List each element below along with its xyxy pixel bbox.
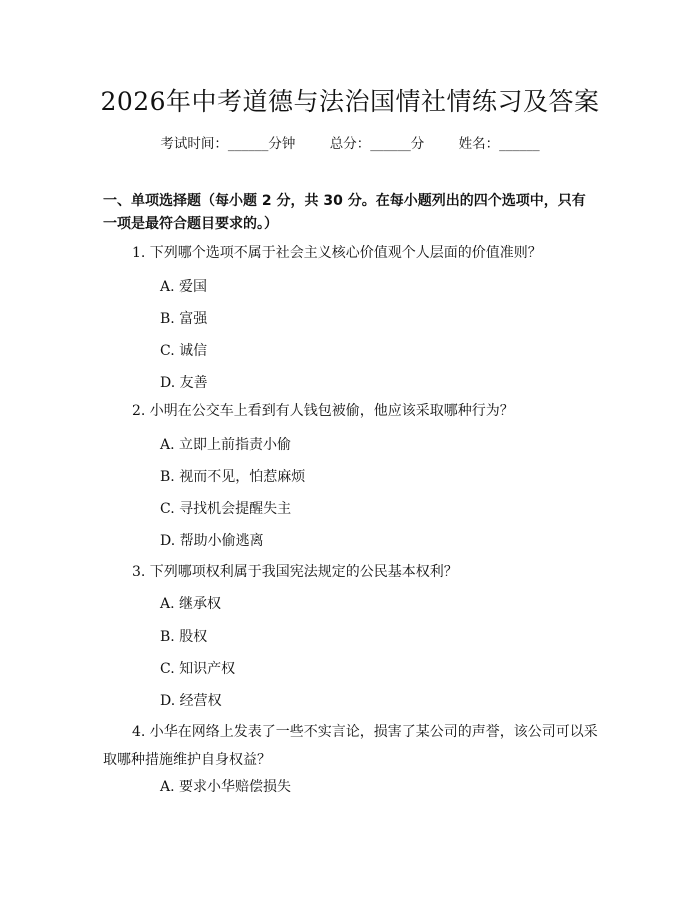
page-title: 2026年中考道德与法治国情社情练习及答案 — [100, 87, 600, 116]
question-1-option-b: B. 富强 — [160, 311, 208, 327]
question-4: 4. 小华在网络上发表了一些不实言论，损害了某公司的声誉，该公司可以采取哪种措施维护自身权益？ — [103, 724, 598, 768]
score-blank: ______ — [370, 136, 411, 152]
time-blank: ______ — [227, 136, 269, 152]
question-2-option-b: B. 视而不见，怕惹麻烦 — [160, 469, 306, 485]
question-2-option-c: C. 寻找机会提醒失主 — [160, 501, 292, 517]
question-4-option-a: A. 要求小华赔偿损失 — [160, 779, 292, 795]
question-3: 3. 下列哪项权利属于我国宪法规定的公民基本权利？ — [132, 564, 458, 580]
score-unit: 分 — [410, 136, 425, 152]
question-2-option-d: D. 帮助小偷逃离 — [160, 533, 264, 549]
question-1-option-c: C. 诚信 — [160, 343, 208, 359]
question-3-option-b: B. 股权 — [160, 629, 208, 645]
section-heading: 一、单项选择题（每小题 2 分，共 30 分。在每小题列出的四个选项中，只有一项是最符合题目要求的。） — [103, 193, 586, 232]
name-label: 姓名： — [458, 136, 500, 152]
time-label: 考试时间： — [160, 136, 228, 152]
question-2-option-a: A. 立即上前指责小偷 — [160, 437, 292, 453]
question-1-option-a: A. 爱国 — [160, 279, 208, 295]
score-label: 总分： — [329, 136, 371, 152]
question-1-option-d: D. 友善 — [160, 375, 208, 391]
question-1: 1. 下列哪个选项不属于社会主义核心价值观个人层面的价值准则？ — [132, 245, 542, 261]
question-2: 2. 小明在公交车上看到有人钱包被偷，他应该采取哪种行为？ — [132, 403, 514, 419]
question-3-option-a: A. 继承权 — [160, 596, 222, 612]
exam-meta — [0, 132, 700, 152]
question-3-option-c: C. 知识产权 — [160, 661, 236, 677]
question-3-option-d: D. 经营权 — [160, 693, 222, 709]
time-unit: 分钟 — [268, 136, 296, 152]
name-blank: ______ — [499, 136, 540, 152]
